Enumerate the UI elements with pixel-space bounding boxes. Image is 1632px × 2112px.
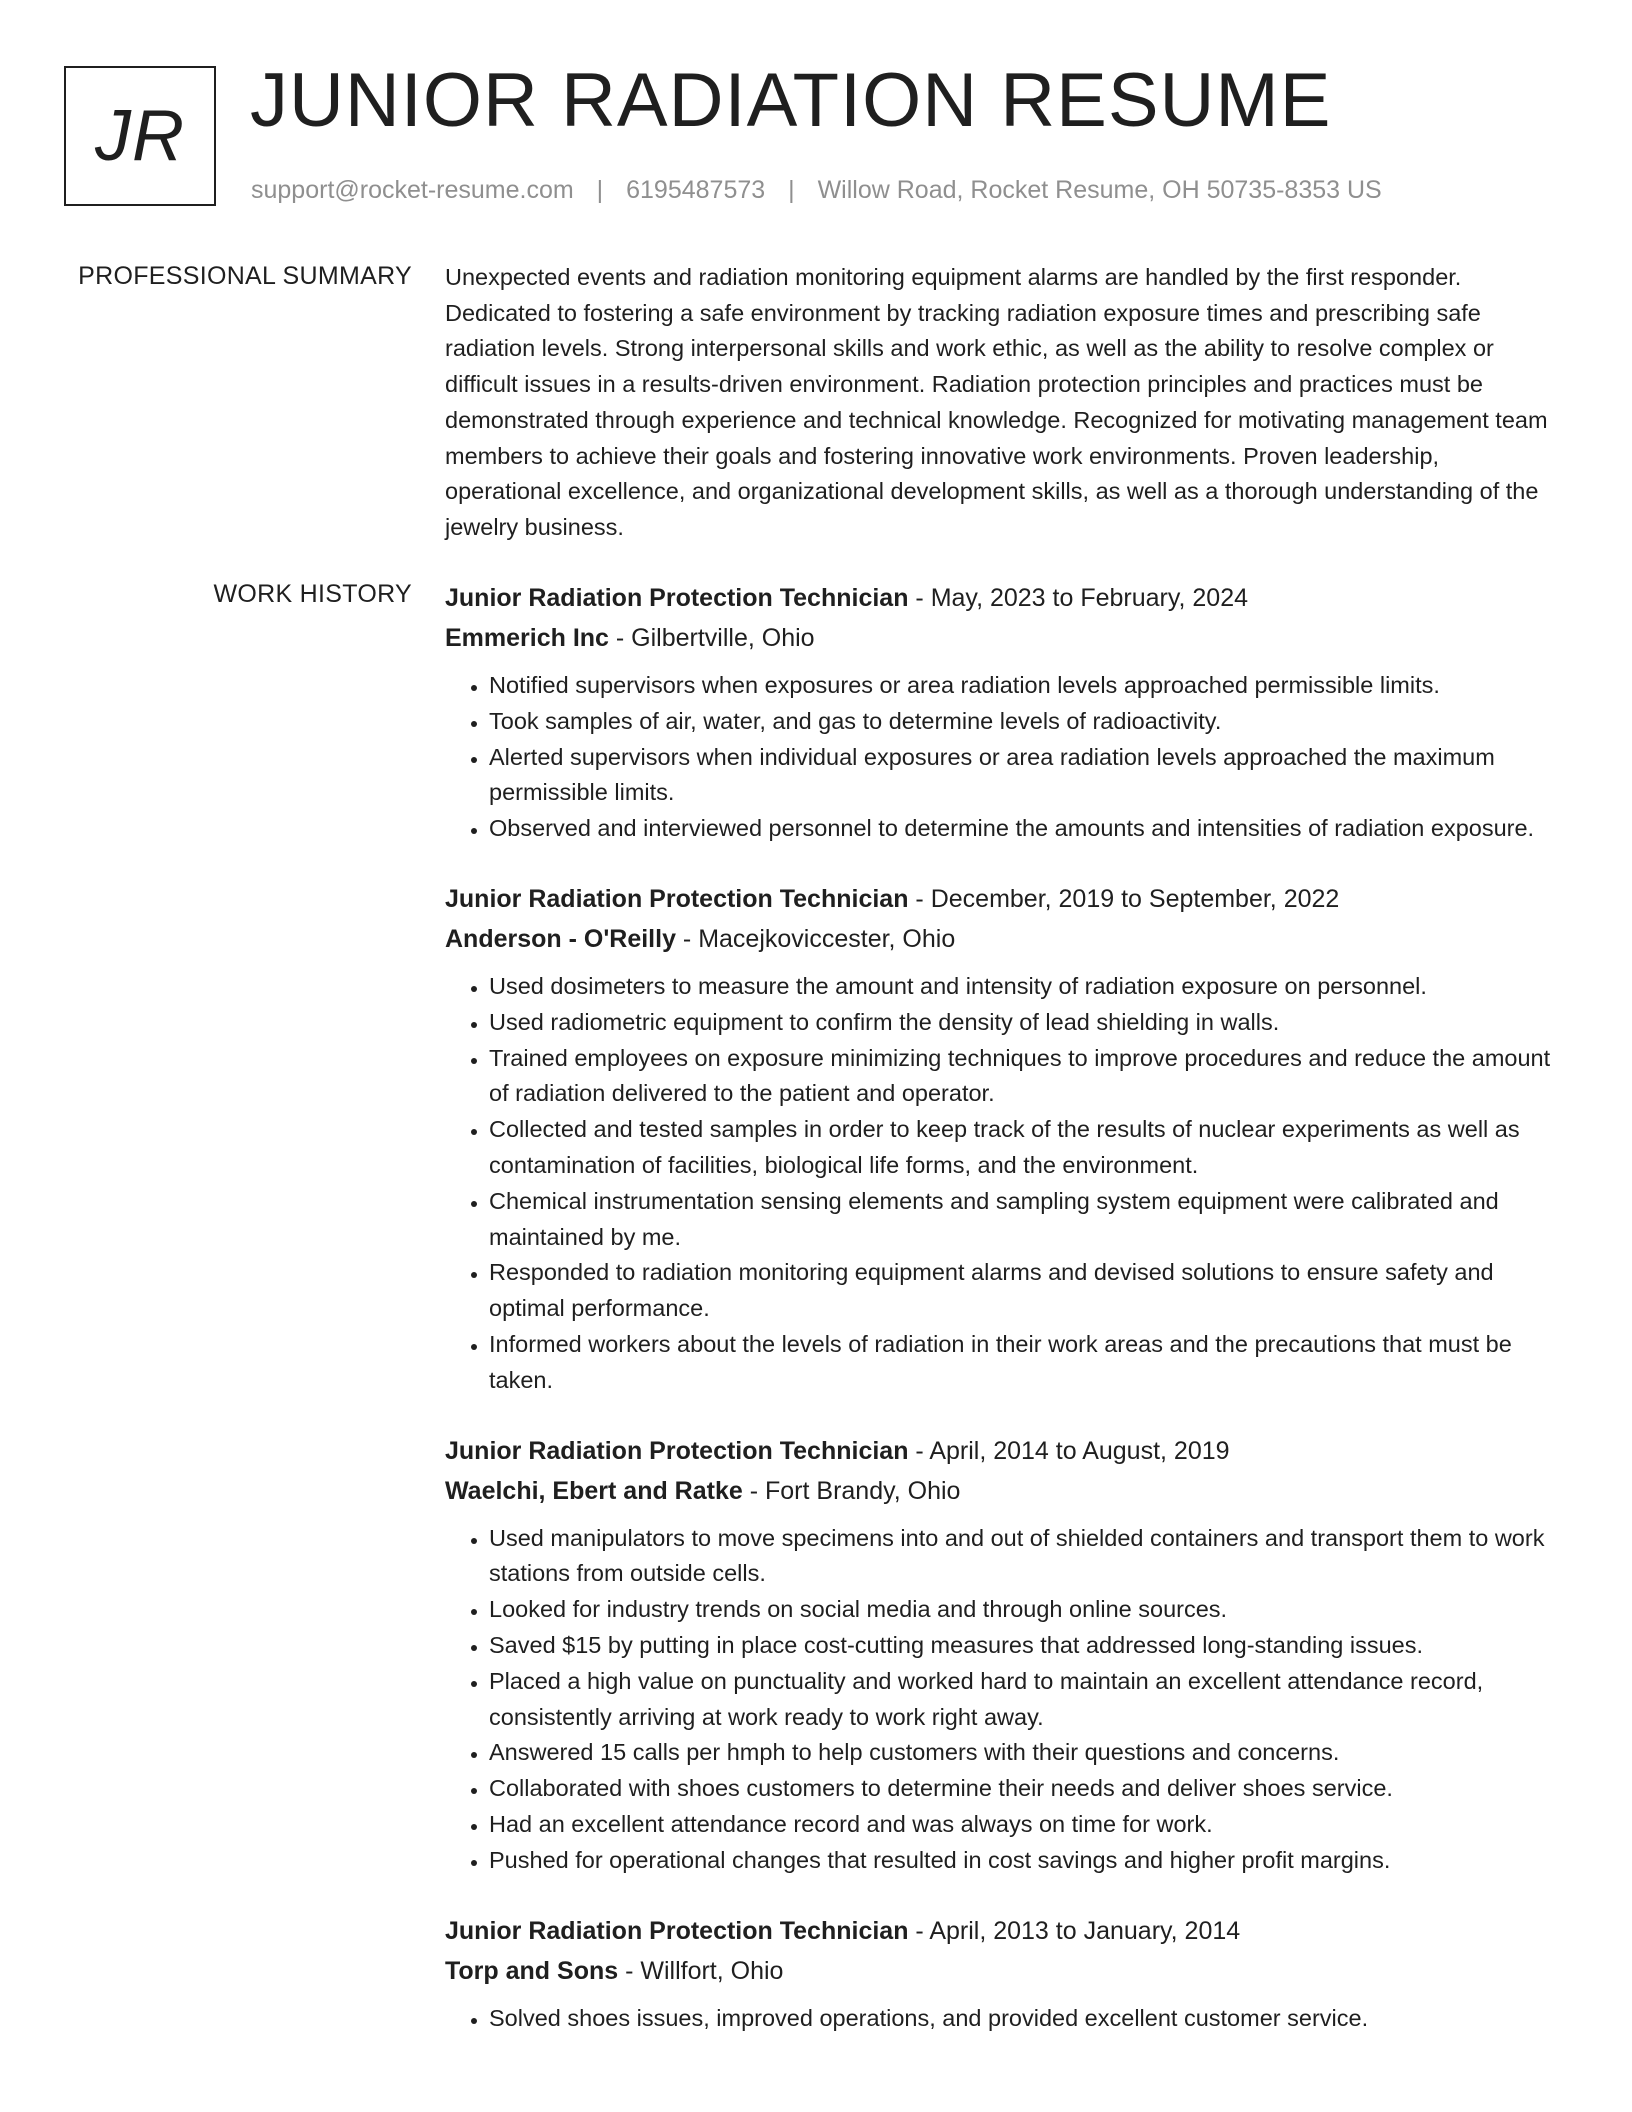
job-company-line (445, 618, 1565, 658)
job-bullet: • Notified supervisors when exposures or area radiation levels approached permissible limits. (489, 668, 1565, 704)
job-bullet-list (445, 1521, 1565, 1879)
resume-title: JUNIOR RADIATION RESUME (250, 58, 1332, 143)
job-location: - Willfort, Ohio (618, 1956, 784, 1985)
job-title-line (445, 1431, 1565, 1471)
work-history-list (445, 578, 1565, 2068)
job-company: Torp and Sons (445, 1956, 619, 1985)
job-entry (445, 1431, 1565, 1879)
job-title: Junior Radiation Protection Technician (445, 884, 909, 913)
job-company: Anderson - O'Reilly (445, 924, 676, 953)
job-bullet: • Had an excellent attendance record and was always on time for work. (489, 1807, 1565, 1843)
job-location: - Gilbertville, Ohio (608, 624, 815, 652)
job-entry (445, 1911, 1565, 2037)
job-company-line (445, 1951, 1565, 1991)
job-title: Junior Radiation Protection Technician (445, 1436, 909, 1465)
job-bullet-list (445, 668, 1565, 847)
contact-email: support@rocket-resume.com (251, 176, 574, 204)
job-dates: - December, 2019 to September, 2022 (908, 884, 1340, 913)
job-title: Junior Radiation Protection Technician (445, 1916, 909, 1945)
job-company: Waelchi, Ebert and Ratke (445, 1476, 743, 1505)
job-bullet: • Used dosimeters to measure the amount and intensity of radiation exposure on personnel. (489, 969, 1565, 1005)
summary-section-label: PROFESSIONAL SUMMARY (78, 262, 412, 290)
monogram-badge (64, 66, 216, 206)
job-location: - Macejkoviccester, Ohio (675, 924, 956, 953)
job-bullet: • Alerted supervisors when individual exposures or area radiation levels approached the maximum permissible limits. (489, 740, 1565, 812)
job-dates: - April, 2014 to August, 2019 (908, 1436, 1230, 1465)
job-company-line (445, 1471, 1565, 1511)
job-bullet: • Pushed for operational changes that resulted in cost savings and higher profit margins. (489, 1843, 1565, 1879)
job-bullet: • Looked for industry trends on social media and through online sources. (489, 1592, 1565, 1628)
contact-separator: | (596, 176, 604, 204)
job-title-line (445, 578, 1565, 618)
job-bullet: • Answered 15 calls per hmph to help customers with their questions and concerns. (489, 1735, 1565, 1771)
job-bullet: • Saved $15 by putting in place cost-cutting measures that addressed long-standing issues. (489, 1628, 1565, 1664)
contact-line (251, 174, 1382, 206)
job-bullet: • Took samples of air, water, and gas to determine levels of radioactivity. (489, 704, 1565, 740)
job-title-line (445, 879, 1565, 919)
contact-address: Willow Road, Rocket Resume, OH 50735-8353 US (817, 176, 1382, 204)
job-title-line (445, 1911, 1565, 1951)
job-bullet: • Placed a high value on punctuality and worked hard to maintain an excellent attendance record, consistently arriving at work ready to work right away. (489, 1664, 1565, 1736)
job-bullet: • Collaborated with shoes customers to determine their needs and deliver shoes service. (489, 1771, 1565, 1807)
job-dates: - April, 2013 to January, 2014 (908, 1916, 1241, 1945)
contact-phone: 6195487573 (626, 176, 766, 204)
job-bullet: • Trained employees on exposure minimizing techniques to improve procedures and reduce the amount of radiation delivered to the patient and operator. (489, 1041, 1565, 1113)
job-bullet: • Used radiometric equipment to confirm the density of lead shielding in walls. (489, 1005, 1565, 1041)
contact-separator: | (788, 176, 795, 204)
job-bullet: • Responded to radiation monitoring equipment alarms and devised solutions to ensure safety and optimal performance. (489, 1255, 1565, 1327)
work-history-section-label: WORK HISTORY (213, 580, 412, 608)
job-bullet: • Observed and interviewed personnel to determine the amounts and intensities of radiation exposure. (489, 811, 1565, 847)
job-location: - Fort Brandy, Ohio (742, 1476, 961, 1505)
monogram-initials: JR (95, 96, 185, 176)
job-company: Emmerich Inc (445, 624, 609, 652)
summary-text: Unexpected events and radiation monitoring equipment alarms are handled by the first responder. Dedicated to fostering a safe environment by tracking radiation exposure times and prescribing safe radiation levels. Strong interpersonal skills and work ethic, as well as the ability to resolve complex or difficult issues in a results-driven environment. Radiation protection principles and practices must be demonstrated through experience and technical knowledge. Recognized for motivating management team members to achieve their goals and fostering innovative work environments. Proven leadership, operational excellence, and organizational development skills, as well as a thorough understanding of the jewelry business. (445, 264, 1548, 540)
job-bullet: • Informed workers about the levels of radiation in their work areas and the precautions that must be taken. (489, 1327, 1565, 1399)
job-dates: - May, 2023 to February, 2024 (908, 584, 1249, 612)
job-bullet-list (445, 969, 1565, 1399)
job-bullet-list (445, 2001, 1565, 2037)
job-bullet: • Collected and tested samples in order to keep track of the results of nuclear experiments as well as contamination of facilities, biological life forms, and the environment. (489, 1112, 1565, 1184)
job-entry (445, 578, 1565, 847)
job-title: Junior Radiation Protection Technician (445, 584, 909, 612)
job-company-line (445, 919, 1565, 959)
job-bullet: • Used manipulators to move specimens into and out of shielded containers and transport them to work stations from outside cells. (489, 1521, 1565, 1593)
job-bullet: • Chemical instrumentation sensing elements and sampling system equipment were calibrated and maintained by me. (489, 1184, 1565, 1256)
job-bullet: • Solved shoes issues, improved operations, and provided excellent customer service. (489, 2001, 1565, 2037)
job-entry (445, 879, 1565, 1399)
